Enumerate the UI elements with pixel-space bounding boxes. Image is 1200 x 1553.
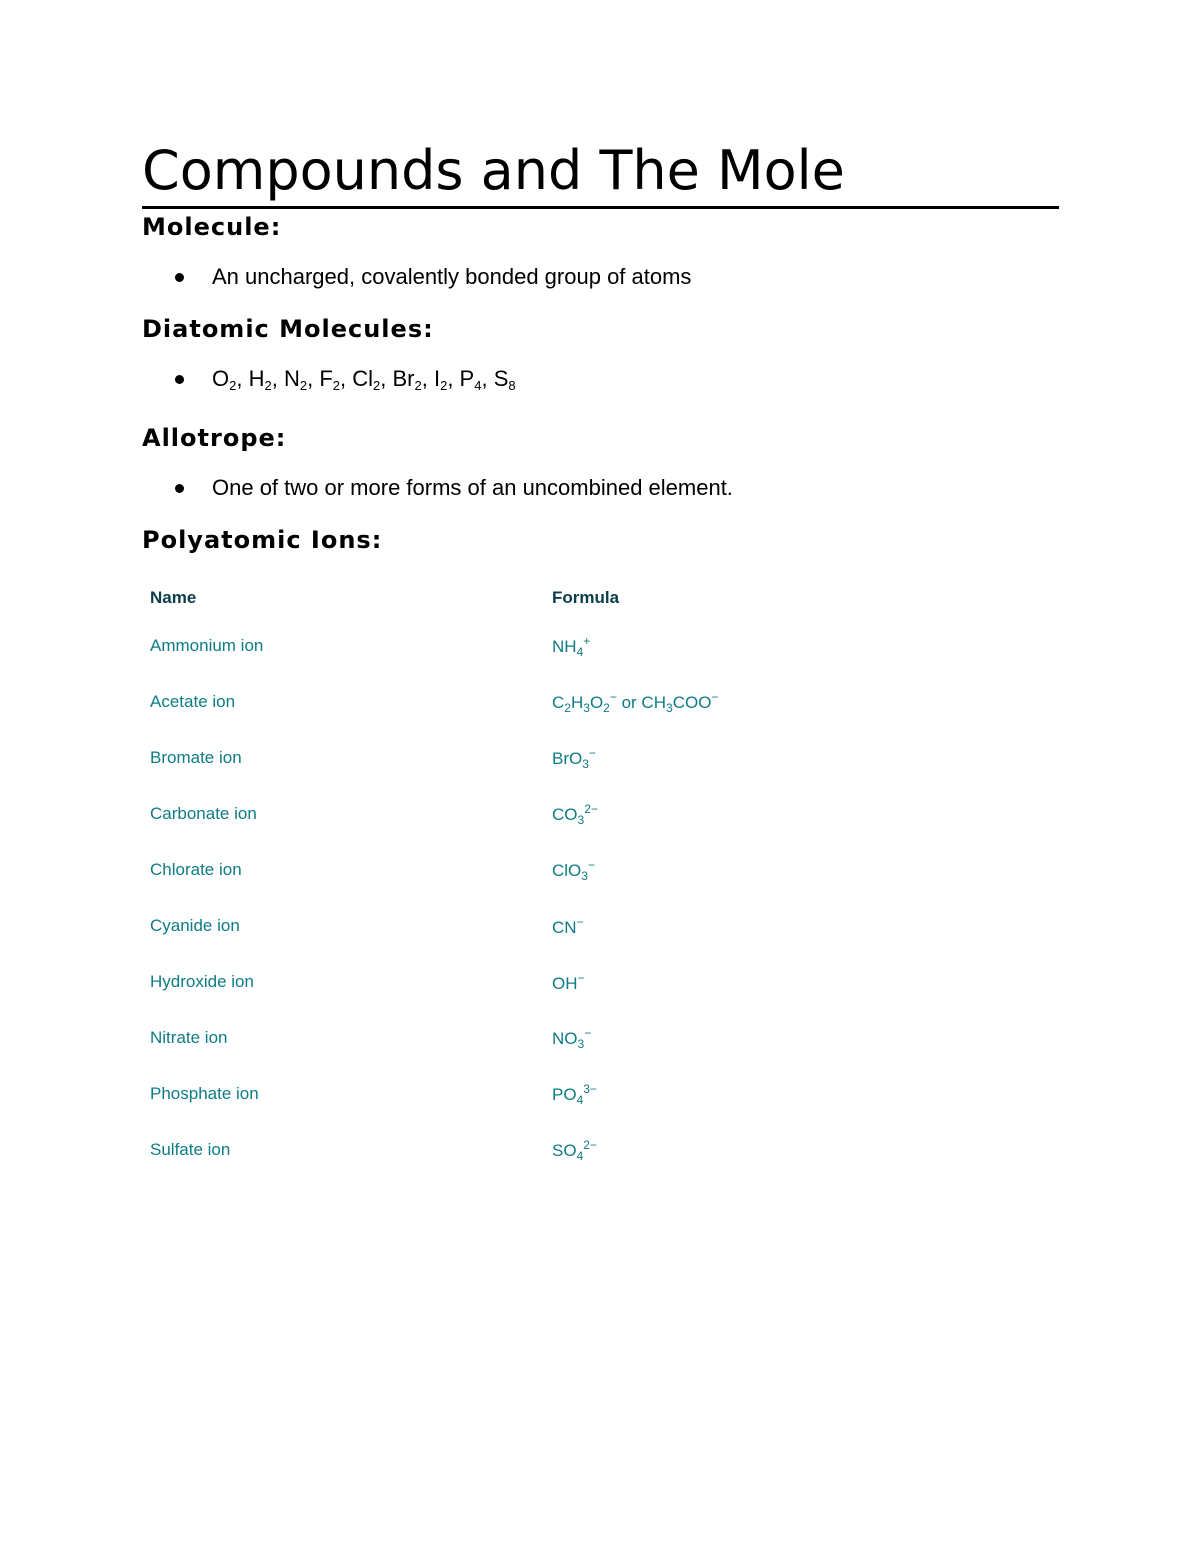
heading-polyatomic-ions: Polyatomic Ions:	[142, 526, 383, 554]
formula-subscript: 2	[264, 378, 272, 393]
table-row	[142, 842, 952, 898]
formula-text: ClO	[552, 860, 582, 880]
formula-subscript: 3	[577, 812, 585, 827]
formula-text: CN	[552, 917, 577, 937]
formula-base: F	[319, 366, 333, 391]
page-title: Compounds and The Mole	[142, 136, 1059, 209]
formula-base: Br	[392, 366, 415, 391]
formula-charge: −	[576, 914, 584, 929]
diatomic-formula	[212, 366, 236, 391]
formula-text: NO	[552, 1028, 578, 1048]
diatomic-formula	[434, 366, 447, 391]
bullet-icon	[175, 375, 184, 384]
ion-name-cell: Bromate ion	[150, 748, 242, 767]
formula-text: OH	[552, 973, 578, 993]
formula-text: or CH	[616, 692, 666, 712]
formula-charge: 3−	[583, 1081, 597, 1096]
formula-subscript: 2	[299, 378, 308, 393]
ion-name-cell: Cyanide ion	[150, 916, 240, 935]
formula-text: SO	[552, 1140, 577, 1160]
bullet-icon	[175, 273, 184, 282]
table-row	[142, 1010, 952, 1066]
formula-subscript: 2	[332, 378, 340, 393]
ion-name-cell: Sulfate ion	[150, 1140, 231, 1159]
formula-charge: 2−	[583, 1137, 597, 1152]
formula-base: H	[248, 366, 265, 391]
formula-subscript: 2	[414, 378, 422, 393]
ion-name-cell: Nitrate ion	[150, 1028, 228, 1047]
formula-subscript: 2	[229, 378, 237, 393]
formula-text: CO	[552, 804, 578, 824]
formula-charge: +	[583, 633, 591, 648]
formula-charge: −	[588, 745, 596, 760]
ion-formula-cell	[544, 954, 952, 1010]
ion-formula-cell	[544, 1010, 952, 1066]
diatomic-formula	[460, 366, 482, 391]
ion-formula-cell	[544, 674, 952, 730]
polyatomic-ions-table	[142, 582, 952, 1178]
formula-subscript: 3	[666, 700, 673, 715]
ion-formula-cell	[544, 898, 952, 954]
heading-molecule: Molecule:	[142, 213, 282, 241]
formula-subscript: 4	[576, 1092, 584, 1107]
formula-base: S	[493, 366, 509, 391]
formula-subscript: 2	[440, 378, 448, 393]
table-row	[142, 618, 952, 674]
formula-text: H	[570, 692, 584, 712]
diatomic-formula	[319, 366, 340, 391]
allotrope-bullet-list	[142, 472, 1059, 504]
table-row	[142, 898, 952, 954]
ion-name-cell: Phosphate ion	[150, 1084, 259, 1103]
list-item	[142, 472, 1059, 504]
formula-base: P	[459, 366, 475, 391]
ion-formula-cell	[544, 786, 952, 842]
formula-text: PO	[552, 1084, 577, 1104]
diatomic-formula-list: $O_2$, $H_2$, $N_2$, $F_2$, $Cl_2$, $Br_2$, $I_2$, $P_4$, $S_8$	[212, 366, 516, 393]
formula-subscript: 3	[581, 868, 588, 883]
table-row	[142, 674, 952, 730]
diatomic-formula	[392, 366, 421, 391]
document-page	[142, 136, 1059, 1178]
ion-formula-cell	[544, 1066, 952, 1122]
formula-charge: −	[577, 970, 585, 985]
formula-subscript: 4	[576, 1148, 584, 1163]
formula-subscript: 8	[508, 378, 516, 393]
heading-diatomic-molecules: Diatomic Molecules:	[142, 315, 434, 343]
formula-subscript: 2	[564, 700, 571, 715]
ion-formula-cell	[544, 618, 952, 674]
formula-text: O	[589, 692, 604, 712]
formula-subscript: 3	[577, 1036, 585, 1051]
table-row	[142, 1122, 952, 1178]
formula-charge: −	[584, 1025, 592, 1040]
ion-name-cell: Acetate ion	[150, 692, 236, 711]
molecule-bullet-list	[142, 261, 1059, 293]
formula-charge: −	[609, 689, 617, 704]
diatomic-bullet-list	[142, 363, 1059, 402]
ion-formula-cell	[544, 730, 952, 786]
ion-formula-cell	[544, 1122, 952, 1178]
heading-allotrope: Allotrope:	[142, 424, 287, 452]
column-header-name: Name	[150, 588, 197, 607]
list-item	[142, 363, 1059, 402]
molecule-definition: An uncharged, covalently bonded group of atoms	[212, 264, 692, 289]
formula-base: O	[212, 366, 230, 391]
formula-charge: −	[711, 689, 719, 704]
formula-subscript: 2	[373, 378, 381, 393]
column-header-formula: Formula	[552, 588, 620, 607]
table-row	[142, 786, 952, 842]
diatomic-formula	[249, 366, 272, 391]
formula-charge: −	[587, 857, 595, 872]
diatomic-formula	[352, 366, 380, 391]
formula-subscript: 2	[603, 700, 610, 715]
allotrope-definition: One of two or more forms of an uncombined element.	[212, 475, 733, 500]
ion-name-cell: Carbonate ion	[150, 804, 257, 823]
ion-name-cell: Hydroxide ion	[150, 972, 254, 991]
table-row	[142, 1066, 952, 1122]
table-row	[142, 730, 952, 786]
list-item	[142, 261, 1059, 293]
diatomic-formula	[494, 366, 516, 391]
formula-subscript: 3	[583, 700, 590, 715]
table-header-row	[142, 582, 952, 618]
formula-text: NH	[552, 636, 577, 656]
ion-name-cell: Ammonium ion	[150, 636, 264, 655]
formula-base: I	[433, 366, 441, 391]
formula-base: N	[283, 366, 300, 391]
table-row	[142, 954, 952, 1010]
formula-base: Cl	[352, 366, 374, 391]
formula-text: BrO	[552, 748, 583, 768]
bullet-icon	[175, 484, 184, 493]
formula-subscript: 4	[576, 644, 584, 659]
formula-subscript: 3	[582, 756, 589, 771]
diatomic-formula	[284, 366, 307, 391]
ion-name-cell: Chlorate ion	[150, 860, 242, 879]
ion-table-body	[142, 618, 952, 1178]
formula-subscript: 4	[474, 378, 482, 393]
formula-text: C	[552, 692, 565, 712]
formula-text: COO	[672, 692, 712, 712]
ion-formula-cell	[544, 842, 952, 898]
formula-charge: 2−	[584, 801, 598, 816]
